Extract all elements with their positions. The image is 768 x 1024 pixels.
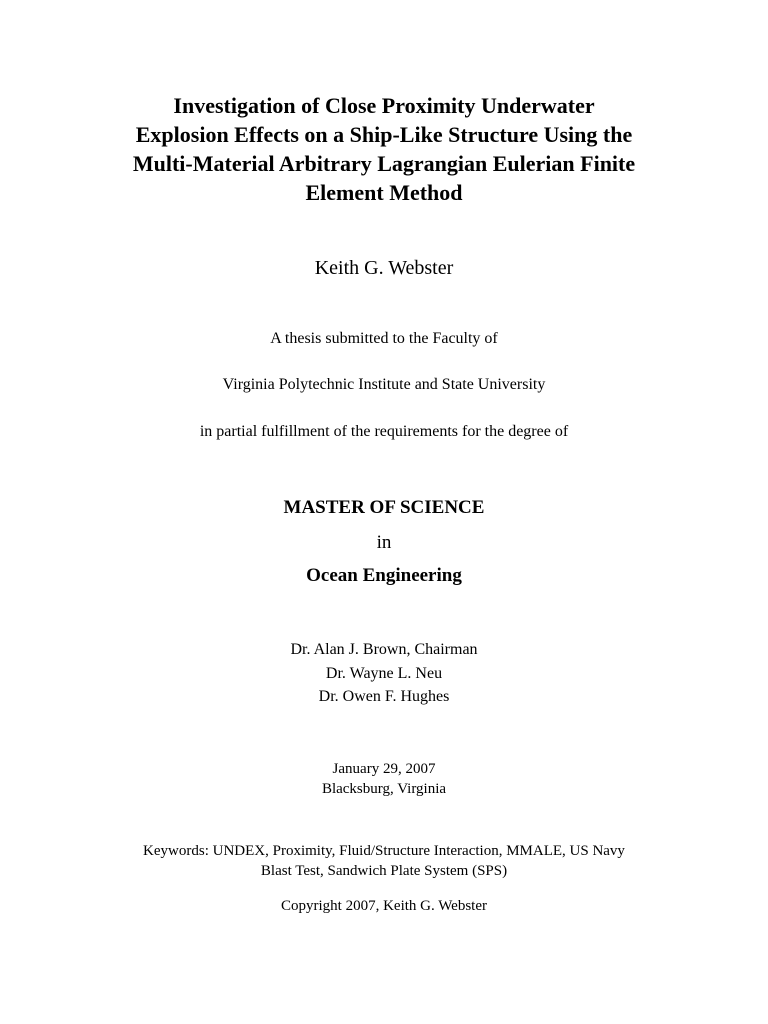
submission-line-3: in partial fulfillment of the requirements for the degree of xyxy=(199,423,569,440)
author-name: Keith G. Webster xyxy=(314,257,454,279)
submission-location: Blacksburg, Virginia xyxy=(321,781,447,797)
submission-line-2: Virginia Polytechnic Institute and State University xyxy=(222,376,546,393)
committee-member-2: Dr. Owen F. Hughes xyxy=(318,688,450,705)
degree-name: MASTER OF SCIENCE xyxy=(283,497,485,518)
title-line-1: Investigation of Close Proximity Underwater xyxy=(173,93,595,118)
committee-member-1: Dr. Wayne L. Neu xyxy=(325,665,443,682)
copyright-notice: Copyright 2007, Keith G. Webster xyxy=(281,898,487,914)
keywords-line-2: Blast Test, Sandwich Plate System (SPS) xyxy=(260,863,508,879)
title-line-2: Explosion Effects on a Ship-Like Structure Using the xyxy=(135,122,633,147)
title-line-3: Multi-Material Arbitrary Lagrangian Eulerian Finite xyxy=(132,151,636,176)
keywords-line-1: Keywords: UNDEX, Proximity, Fluid/Structure Interaction, MMALE, US Navy xyxy=(143,843,625,859)
submission-date: January 29, 2007 xyxy=(332,761,436,777)
degree-in: in xyxy=(376,532,392,553)
submission-line-1: A thesis submitted to the Faculty of xyxy=(270,330,498,347)
title-line-4: Element Method xyxy=(305,180,463,205)
committee-chairman: Dr. Alan J. Brown, Chairman xyxy=(290,641,478,658)
degree-field: Ocean Engineering xyxy=(306,565,462,586)
